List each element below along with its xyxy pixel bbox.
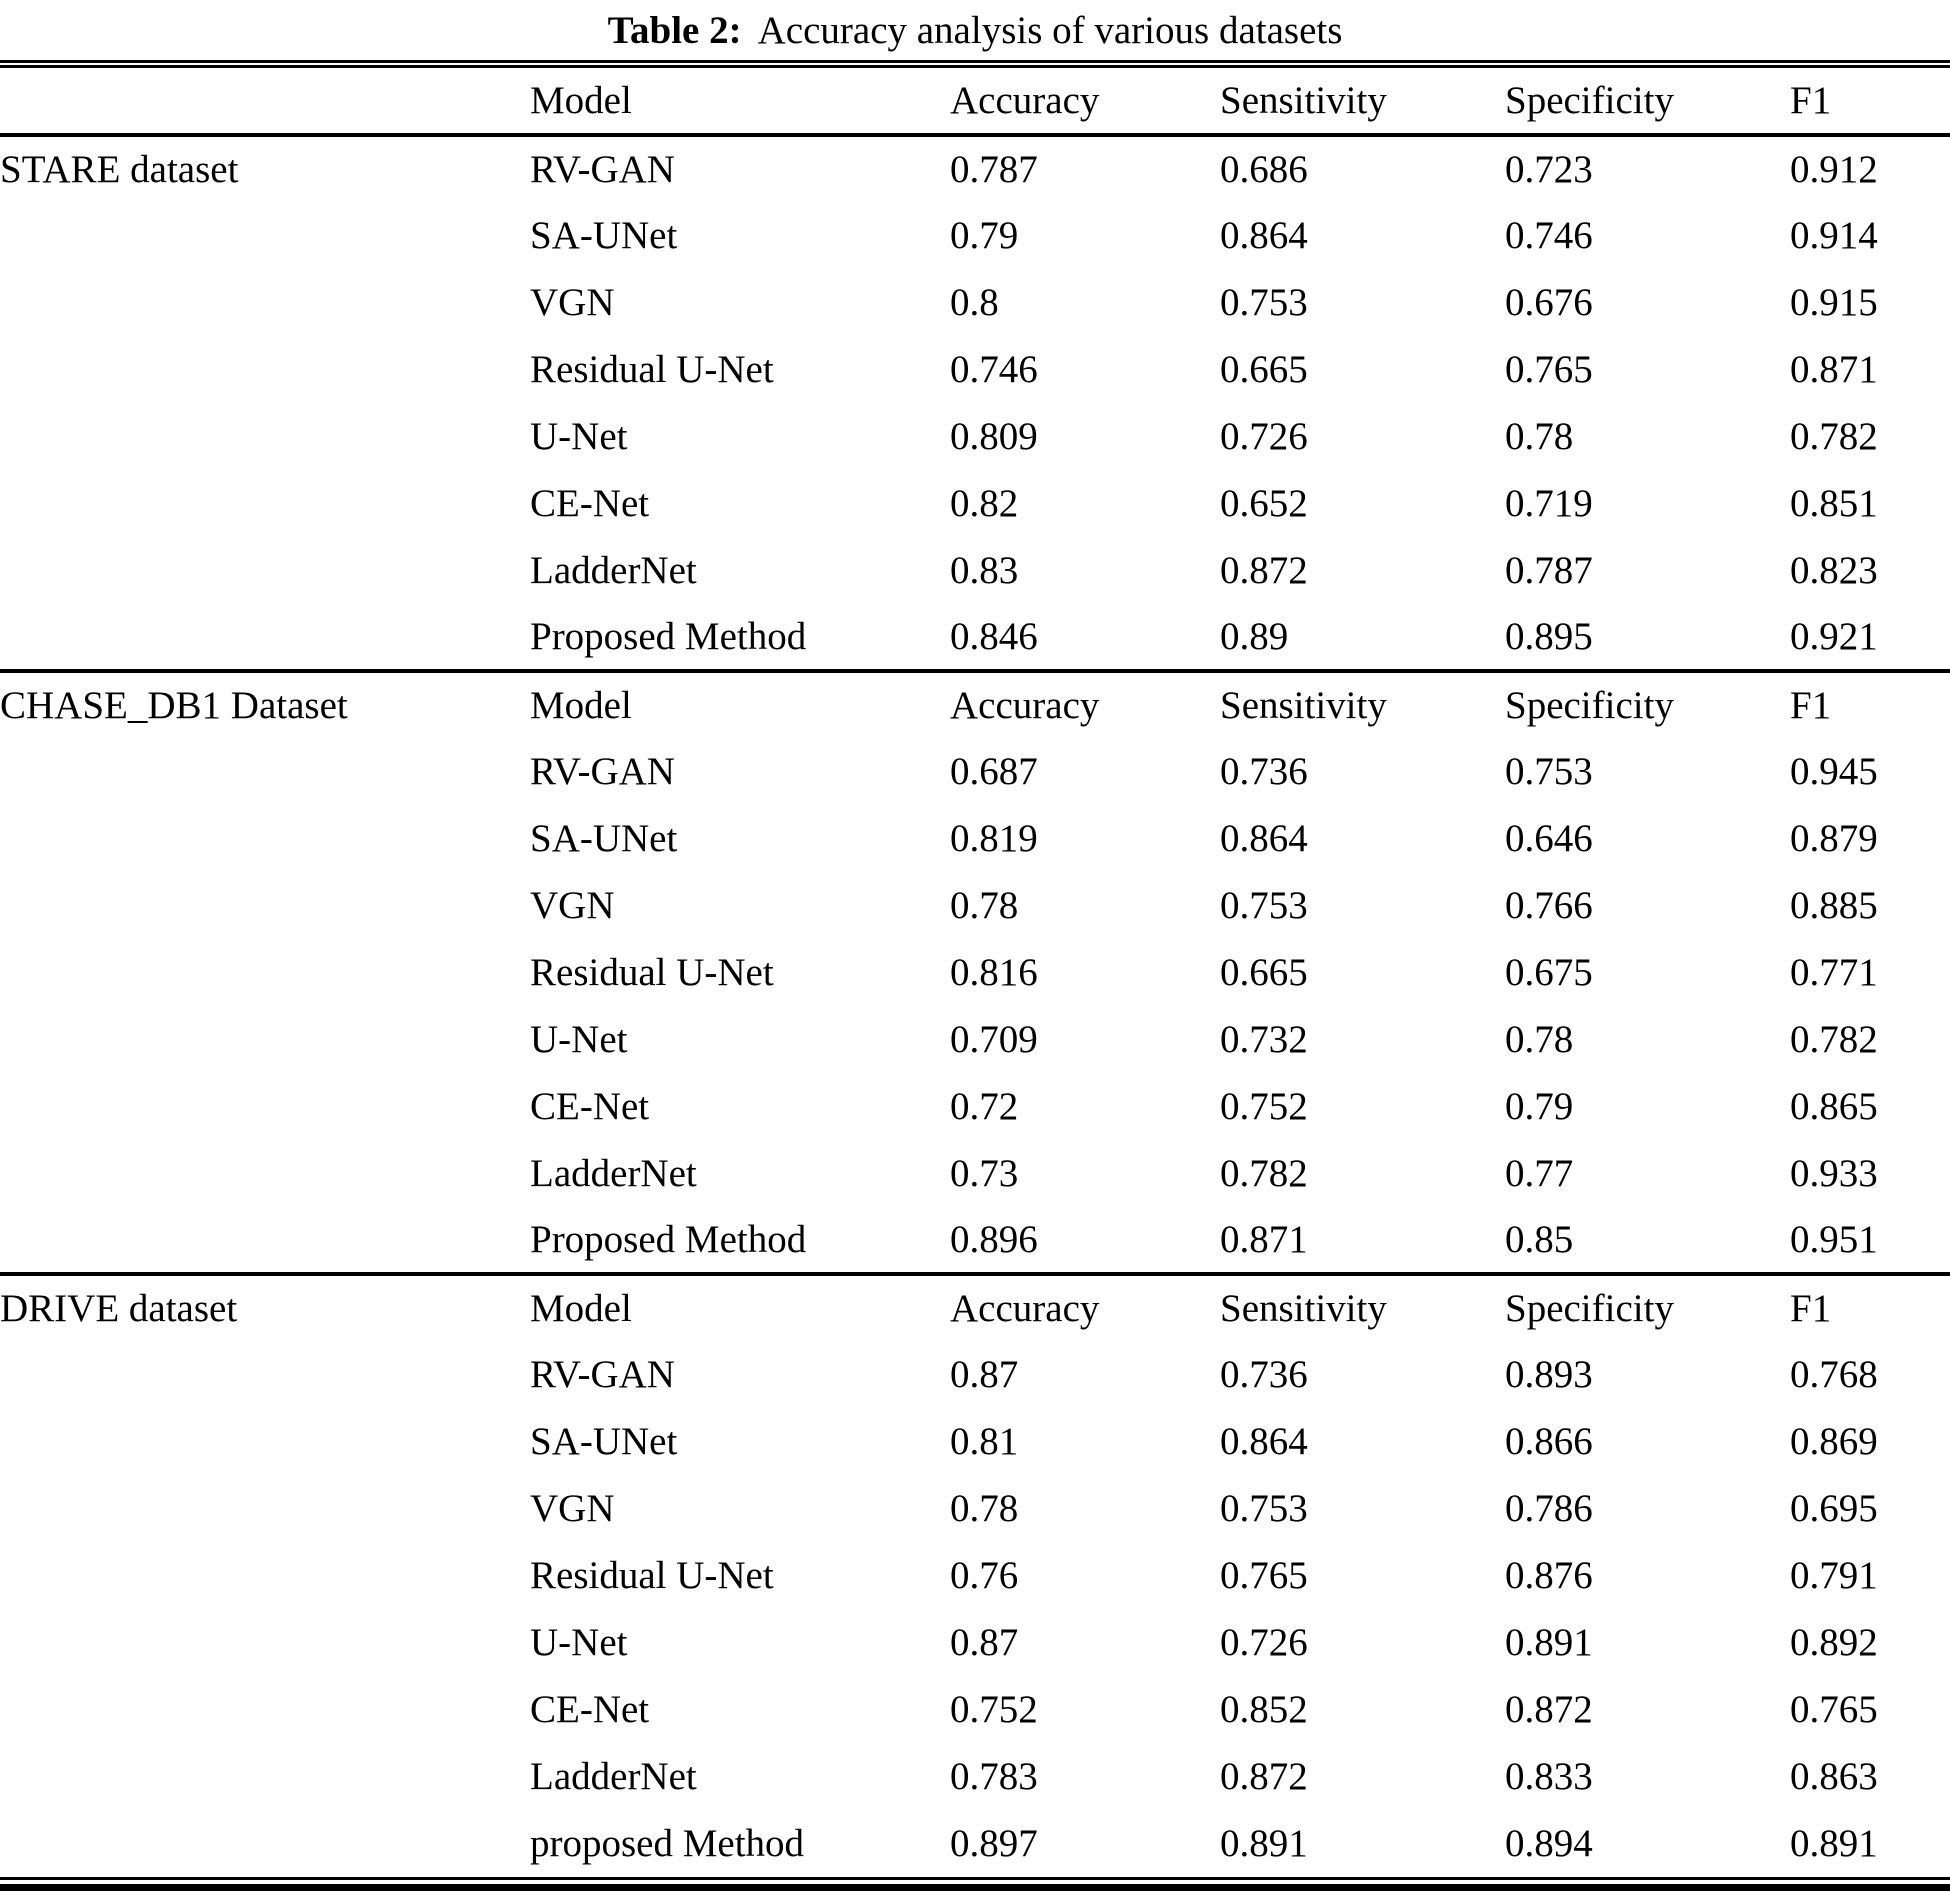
cell-f1: 0.865: [1790, 1085, 1878, 1128]
cell-specificity: 0.872: [1505, 1688, 1593, 1731]
cell-specificity: 0.719: [1505, 482, 1593, 525]
table-row: [0, 135, 1950, 202]
cell-model: CE-Net: [530, 1085, 650, 1128]
cell-sensitivity: 0.753: [1220, 884, 1308, 927]
cell-accuracy: 0.787: [950, 148, 1038, 191]
cell-f1: 0.791: [1790, 1554, 1878, 1597]
cell-f1: 0.771: [1790, 951, 1878, 994]
table-row: [0, 1676, 1950, 1743]
table-row: [0, 470, 1950, 537]
cell-f1: 0.912: [1790, 148, 1878, 191]
rule-line: [0, 1884, 1950, 1891]
cell-model: RV-GAN: [530, 1353, 675, 1396]
section-label-cell: [0, 1743, 530, 1810]
cell-sensitivity: 0.726: [1220, 1621, 1308, 1664]
cell-specificity: 0.787: [1505, 549, 1593, 592]
cell-model: VGN: [530, 281, 615, 324]
header-row: [0, 68, 1950, 135]
cell-sensitivity: 0.665: [1220, 348, 1308, 391]
header-row: [0, 671, 1950, 738]
section-label-cell: [0, 336, 530, 403]
section-label-cell: [0, 1542, 530, 1609]
column-header-f1: F1: [1790, 1274, 1950, 1341]
cell-sensitivity: 0.753: [1220, 1487, 1308, 1530]
table-caption-text: Accuracy analysis of various datasets: [757, 8, 1343, 52]
cell-specificity: 0.786: [1505, 1487, 1593, 1530]
cell-f1: 0.891: [1790, 1822, 1878, 1865]
cell-specificity: 0.876: [1505, 1554, 1593, 1597]
cell-f1: 0.879: [1790, 817, 1878, 860]
section-label-cell: STARE dataset: [0, 148, 239, 191]
section-label-cell: [0, 738, 530, 805]
cell-model: LadderNet: [530, 1755, 697, 1798]
column-header-model: Model: [530, 671, 950, 738]
cell-accuracy: 0.896: [950, 1218, 1038, 1261]
cell-model: Residual U-Net: [530, 951, 774, 994]
cell-model: RV-GAN: [530, 750, 675, 793]
column-header-specificity: Specificity: [1505, 671, 1790, 738]
cell-sensitivity: 0.871: [1220, 1218, 1308, 1261]
cell-specificity: 0.675: [1505, 951, 1593, 994]
cell-model: RV-GAN: [530, 148, 675, 191]
cell-specificity: 0.894: [1505, 1822, 1593, 1865]
cell-accuracy: 0.72: [950, 1085, 1019, 1128]
section-label-cell: [0, 1408, 530, 1475]
cell-f1: 0.768: [1790, 1353, 1878, 1396]
cell-sensitivity: 0.782: [1220, 1152, 1308, 1195]
accuracy-table-body: [0, 68, 1950, 1877]
cell-accuracy: 0.709: [950, 1018, 1038, 1061]
cell-sensitivity: 0.89: [1220, 615, 1289, 658]
cell-sensitivity: 0.872: [1220, 1755, 1308, 1798]
cell-model: U-Net: [530, 1018, 628, 1061]
cell-sensitivity: 0.864: [1220, 817, 1308, 860]
cell-f1: 0.945: [1790, 750, 1878, 793]
table-row: [0, 604, 1950, 671]
cell-f1: 0.921: [1790, 615, 1878, 658]
section-label-cell: [0, 1609, 530, 1676]
section-label-cell: [0, 1810, 530, 1877]
cell-model: Proposed Method: [530, 615, 807, 658]
cell-specificity: 0.646: [1505, 817, 1593, 860]
cell-model: Residual U-Net: [530, 348, 774, 391]
cell-f1: 0.869: [1790, 1420, 1878, 1463]
cell-accuracy: 0.809: [950, 415, 1038, 458]
cell-specificity: 0.746: [1505, 214, 1593, 257]
table-row: [0, 738, 1950, 805]
table-row: [0, 1207, 1950, 1274]
cell-accuracy: 0.83: [950, 549, 1019, 592]
cell-f1: 0.915: [1790, 281, 1878, 324]
cell-accuracy: 0.78: [950, 884, 1019, 927]
cell-accuracy: 0.687: [950, 750, 1038, 793]
cell-f1: 0.885: [1790, 884, 1878, 927]
cell-accuracy: 0.73: [950, 1152, 1019, 1195]
column-header-accuracy: Accuracy: [950, 671, 1220, 738]
column-header-model: Model: [530, 68, 950, 135]
cell-sensitivity: 0.686: [1220, 148, 1308, 191]
table-row: [0, 1475, 1950, 1542]
cell-sensitivity: 0.736: [1220, 750, 1308, 793]
cell-specificity: 0.891: [1505, 1621, 1593, 1664]
cell-accuracy: 0.81: [950, 1420, 1019, 1463]
cell-sensitivity: 0.891: [1220, 1822, 1308, 1865]
section-label-cell: [0, 1140, 530, 1207]
cell-sensitivity: 0.752: [1220, 1085, 1308, 1128]
cell-accuracy: 0.87: [950, 1353, 1019, 1396]
cell-model: proposed Method: [530, 1822, 805, 1865]
section-label-cell: DRIVE dataset: [0, 1274, 530, 1341]
cell-accuracy: 0.78: [950, 1487, 1019, 1530]
cell-f1: 0.782: [1790, 415, 1878, 458]
column-header-sensitivity: Sensitivity: [1220, 68, 1505, 135]
cell-f1: 0.823: [1790, 549, 1878, 592]
cell-model: Residual U-Net: [530, 1554, 774, 1597]
cell-sensitivity: 0.852: [1220, 1688, 1308, 1731]
cell-accuracy: 0.752: [950, 1688, 1038, 1731]
table-row: [0, 872, 1950, 939]
cell-specificity: 0.866: [1505, 1420, 1593, 1463]
cell-specificity: 0.85: [1505, 1218, 1574, 1261]
cell-accuracy: 0.783: [950, 1755, 1038, 1798]
cell-f1: 0.782: [1790, 1018, 1878, 1061]
table-row: [0, 1408, 1950, 1475]
cell-sensitivity: 0.665: [1220, 951, 1308, 994]
cell-accuracy: 0.816: [950, 951, 1038, 994]
cell-specificity: 0.723: [1505, 148, 1593, 191]
section-label-cell: [0, 1475, 530, 1542]
section-label-cell: [0, 68, 530, 135]
column-header-model: Model: [530, 1274, 950, 1341]
header-row: [0, 1274, 1950, 1341]
cell-sensitivity: 0.652: [1220, 482, 1308, 525]
column-header-f1: F1: [1790, 671, 1950, 738]
section-label-cell: [0, 1073, 530, 1140]
cell-accuracy: 0.79: [950, 214, 1019, 257]
section-label-cell: [0, 202, 530, 269]
section-label-cell: [0, 403, 530, 470]
cell-specificity: 0.78: [1505, 415, 1574, 458]
cell-accuracy: 0.897: [950, 1822, 1038, 1865]
table-row: [0, 1341, 1950, 1408]
cell-specificity: 0.833: [1505, 1755, 1593, 1798]
cell-model: U-Net: [530, 415, 628, 458]
cell-specificity: 0.765: [1505, 348, 1593, 391]
section-label-cell: [0, 1341, 530, 1408]
cell-specificity: 0.79: [1505, 1085, 1574, 1128]
cell-sensitivity: 0.864: [1220, 1420, 1308, 1463]
table-row: [0, 1810, 1950, 1877]
bottom-double-rule: [0, 1877, 1950, 1891]
column-header-specificity: Specificity: [1505, 68, 1790, 135]
cell-specificity: 0.78: [1505, 1018, 1574, 1061]
table-row: [0, 1006, 1950, 1073]
column-header-sensitivity: Sensitivity: [1220, 671, 1505, 738]
cell-sensitivity: 0.753: [1220, 281, 1308, 324]
cell-model: SA-UNet: [530, 817, 678, 860]
cell-model: VGN: [530, 1487, 615, 1530]
table-row: [0, 336, 1950, 403]
cell-model: Proposed Method: [530, 1218, 807, 1261]
cell-f1: 0.863: [1790, 1755, 1878, 1798]
cell-f1: 0.933: [1790, 1152, 1878, 1195]
section-label-cell: [0, 872, 530, 939]
cell-model: SA-UNet: [530, 1420, 678, 1463]
cell-specificity: 0.77: [1505, 1152, 1574, 1195]
cell-f1: 0.951: [1790, 1218, 1878, 1261]
cell-sensitivity: 0.732: [1220, 1018, 1308, 1061]
cell-sensitivity: 0.726: [1220, 415, 1308, 458]
section-label-cell: [0, 537, 530, 604]
cell-specificity: 0.676: [1505, 281, 1593, 324]
cell-model: VGN: [530, 884, 615, 927]
cell-accuracy: 0.76: [950, 1554, 1019, 1597]
table-row: [0, 1743, 1950, 1810]
section-label-cell: [0, 604, 530, 671]
cell-f1: 0.765: [1790, 1688, 1878, 1731]
cell-accuracy: 0.819: [950, 817, 1038, 860]
cell-sensitivity: 0.765: [1220, 1554, 1308, 1597]
table-row: [0, 202, 1950, 269]
table-row: [0, 939, 1950, 1006]
section-label-cell: [0, 939, 530, 1006]
cell-f1: 0.914: [1790, 214, 1878, 257]
table-row: [0, 1140, 1950, 1207]
cell-specificity: 0.893: [1505, 1353, 1593, 1396]
section-label-cell: [0, 1006, 530, 1073]
cell-accuracy: 0.87: [950, 1621, 1019, 1664]
cell-f1: 0.871: [1790, 348, 1878, 391]
cell-model: LadderNet: [530, 1152, 697, 1195]
cell-sensitivity: 0.872: [1220, 549, 1308, 592]
table-caption-label: Table 2:: [607, 8, 742, 52]
cell-specificity: 0.895: [1505, 615, 1593, 658]
section-label-cell: [0, 1676, 530, 1743]
table-row: [0, 1609, 1950, 1676]
accuracy-table: [0, 68, 1950, 1877]
cell-accuracy: 0.82: [950, 482, 1019, 525]
section-label-cell: [0, 805, 530, 872]
table-row: [0, 1542, 1950, 1609]
column-header-sensitivity: Sensitivity: [1220, 1274, 1505, 1341]
cell-sensitivity: 0.736: [1220, 1353, 1308, 1396]
top-double-rule: [0, 60, 1950, 68]
cell-model: CE-Net: [530, 1688, 650, 1731]
table-row: [0, 537, 1950, 604]
cell-f1: 0.892: [1790, 1621, 1878, 1664]
column-header-accuracy: Accuracy: [950, 1274, 1220, 1341]
column-header-accuracy: Accuracy: [950, 68, 1220, 135]
column-header-f1: F1: [1790, 68, 1950, 135]
table-row: [0, 269, 1950, 336]
cell-model: LadderNet: [530, 549, 697, 592]
cell-accuracy: 0.846: [950, 615, 1038, 658]
cell-f1: 0.695: [1790, 1487, 1878, 1530]
table-row: [0, 403, 1950, 470]
section-label-cell: [0, 470, 530, 537]
cell-model: SA-UNet: [530, 214, 678, 257]
section-label-cell: [0, 269, 530, 336]
cell-specificity: 0.753: [1505, 750, 1593, 793]
section-label-cell: [0, 1207, 530, 1274]
cell-accuracy: 0.746: [950, 348, 1038, 391]
cell-specificity: 0.766: [1505, 884, 1593, 927]
table-row: [0, 1073, 1950, 1140]
table-caption: [0, 0, 1950, 60]
cell-model: U-Net: [530, 1621, 628, 1664]
cell-sensitivity: 0.864: [1220, 214, 1308, 257]
cell-model: CE-Net: [530, 482, 650, 525]
cell-accuracy: 0.8: [950, 281, 999, 324]
column-header-specificity: Specificity: [1505, 1274, 1790, 1341]
cell-f1: 0.851: [1790, 482, 1878, 525]
table-row: [0, 805, 1950, 872]
section-label-cell: CHASE_DB1 Dataset: [0, 671, 530, 738]
